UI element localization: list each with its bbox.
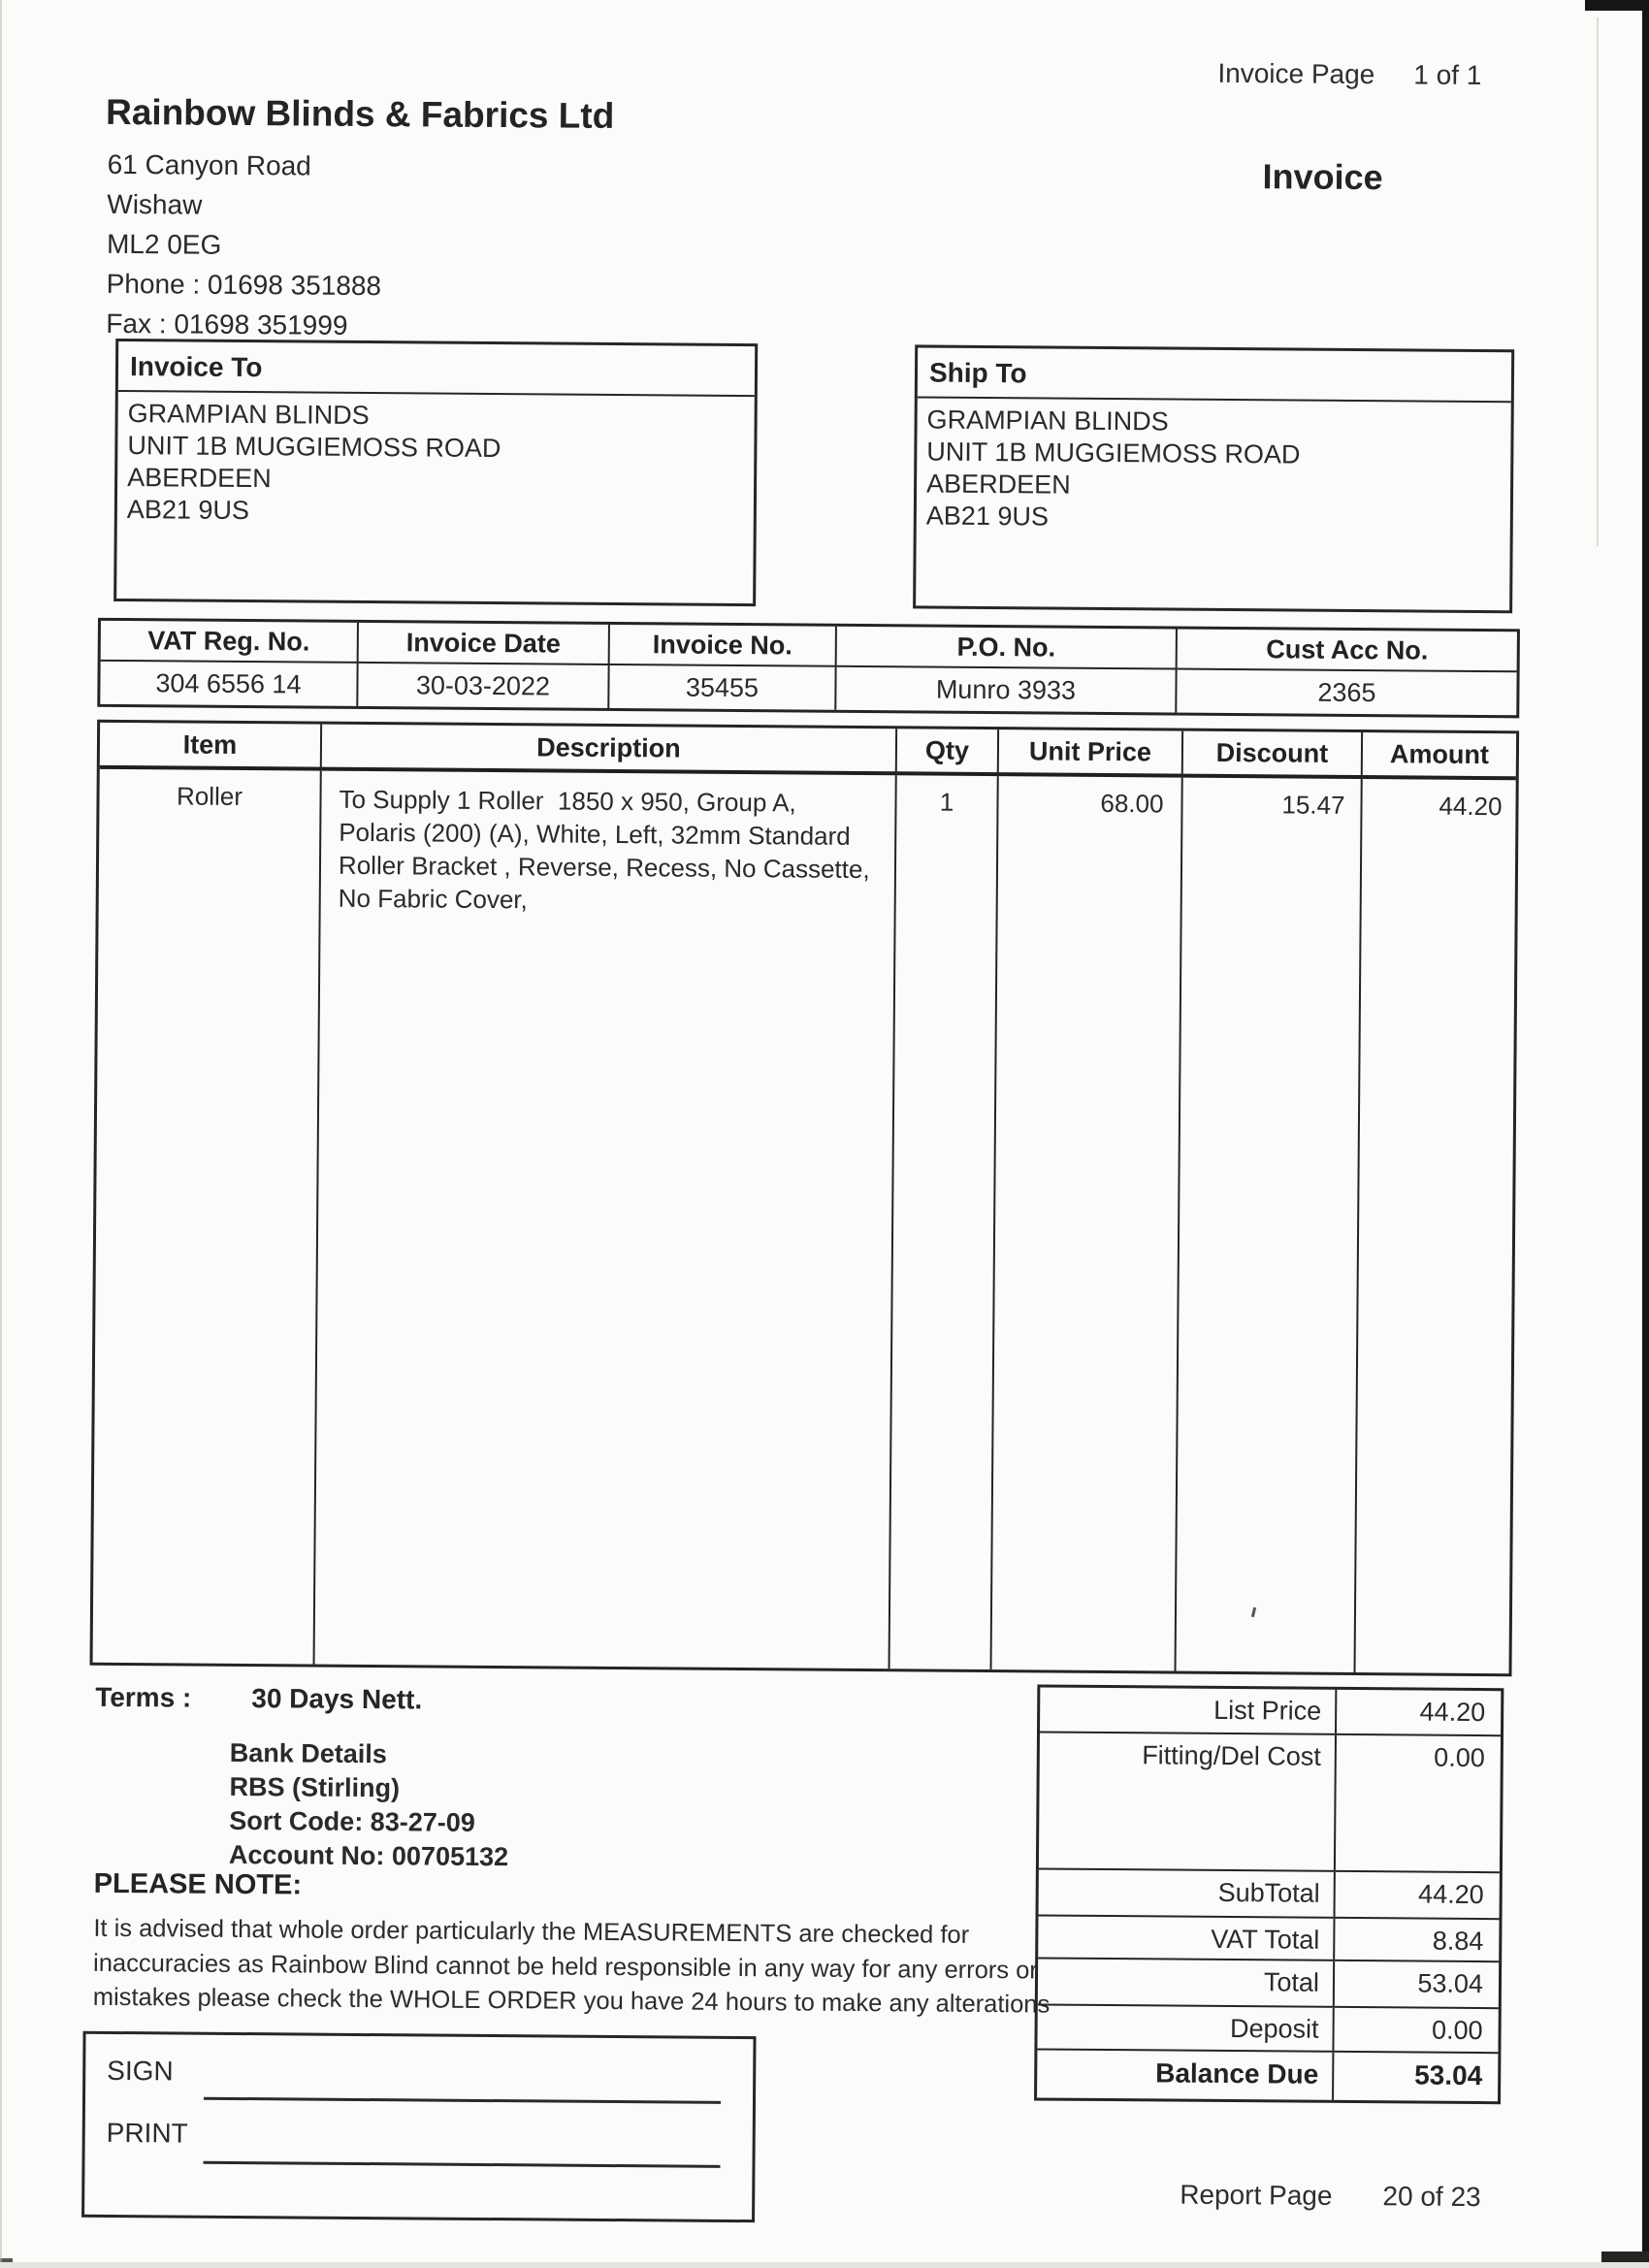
total-label: Fitting/Del Cost bbox=[1039, 1733, 1337, 1869]
total-value: 0.00 bbox=[1431, 2015, 1483, 2046]
invoice-page-label: Invoice Page bbox=[1217, 57, 1375, 90]
scan-edge-bottom bbox=[0, 2262, 1649, 2268]
line-items-table bbox=[90, 720, 1520, 1676]
meta-header-po-no: P.O. No. bbox=[837, 627, 1178, 670]
total-label: Deposit bbox=[1037, 2005, 1334, 2050]
terms-value: 30 Days Nett. bbox=[251, 1683, 423, 1715]
print-label: PRINT bbox=[106, 2117, 188, 2149]
total-row-subtotal bbox=[1039, 1869, 1500, 1920]
total-row-list-price bbox=[1040, 1687, 1501, 1736]
items-header-description: Description bbox=[322, 725, 897, 776]
item-cell-qty: 1 bbox=[890, 775, 999, 1669]
scan-speck bbox=[10, 545, 14, 557]
total-value: 44.20 bbox=[1419, 1697, 1486, 1728]
meta-header-vat-reg: VAT Reg. No. bbox=[101, 621, 359, 664]
meta-header-cust-acc-no: Cust Acc No. bbox=[1178, 630, 1517, 673]
invoice-to-box bbox=[113, 339, 758, 606]
invoice-page-value: 1 of 1 bbox=[1413, 59, 1482, 90]
item-cell-name: Roller bbox=[93, 769, 322, 1665]
company-name: Rainbow Blinds & Fabrics Ltd bbox=[105, 91, 615, 136]
sign-line bbox=[204, 2097, 721, 2104]
report-page-value: 20 of 23 bbox=[1382, 2181, 1481, 2213]
scan-edge-right bbox=[1642, 0, 1649, 2268]
sign-label: SIGN bbox=[107, 2055, 174, 2087]
total-label: Balance Due bbox=[1037, 2050, 1334, 2099]
meta-header-invoice-date: Invoice Date bbox=[359, 623, 610, 665]
items-header-item: Item bbox=[100, 723, 322, 771]
meta-value-po-no: Munro 3933 bbox=[836, 667, 1177, 713]
total-label: VAT Total bbox=[1038, 1916, 1335, 1959]
invoice-to-address: GRAMPIAN BLINDS UNIT 1B MUGGIEMOSS ROAD ABERDEEN AB21 9US bbox=[126, 399, 501, 526]
meta-value-invoice-no: 35455 bbox=[609, 665, 836, 710]
item-cell-description: To Supply 1 Roller 1850 x 950, Group A, Polaris (200) (A), White, Left, 32mm Standard Roller Bracket , Reverse, Recess, No Cassette, No Fabric Cover, bbox=[315, 771, 897, 1669]
total-value: 0.00 bbox=[1434, 1742, 1485, 1773]
item-cell-discount: 15.47 bbox=[1177, 778, 1363, 1672]
ship-to-box bbox=[913, 344, 1514, 613]
meta-value-cust-acc-no: 2365 bbox=[1317, 677, 1376, 707]
scan-edge-left bbox=[0, 0, 2, 2268]
total-row-balance-due bbox=[1037, 2050, 1498, 2101]
total-row-fitting-del-cost bbox=[1039, 1733, 1501, 1873]
item-cell-amount: 44.20 bbox=[1439, 791, 1503, 822]
items-header-unit-price: Unit Price bbox=[999, 729, 1183, 777]
invoice-page-indicator bbox=[1217, 58, 1481, 91]
please-note-title: PLEASE NOTE: bbox=[93, 1867, 303, 1901]
items-header-qty: Qty bbox=[897, 729, 999, 776]
invoice-meta-table bbox=[97, 618, 1520, 719]
company-address: 61 Canyon Road Wishaw ML2 0EG Phone : 01698 351888 Fax : 01698 351999 bbox=[106, 148, 382, 340]
meta-value-vat-reg: 304 6556 14 bbox=[100, 662, 358, 706]
total-row-vat-total bbox=[1038, 1916, 1499, 1962]
scan-fold-line bbox=[1597, 17, 1599, 546]
item-cell-unit-price: 68.00 bbox=[992, 776, 1183, 1670]
meta-header-invoice-no: Invoice No. bbox=[610, 625, 837, 667]
bank-details: Bank Details RBS (Stirling) Sort Code: 83-27-09 Account No: 00705132 bbox=[228, 1737, 509, 1872]
terms-line bbox=[95, 1682, 422, 1716]
please-note-body: It is advised that whole order particularly the MEASUREMENTS are checked for inaccuracies as Rainbow Blind cannot be held responsible in any way for any errors or mistakes please check the WHOLE ORDER you have 24 hours to make any alterations bbox=[92, 1914, 1051, 2019]
total-value: 8.84 bbox=[1432, 1926, 1484, 1957]
scan-corner-top-right bbox=[1585, 0, 1649, 11]
items-header-discount: Discount bbox=[1183, 731, 1363, 779]
terms-label: Terms : bbox=[95, 1681, 192, 1713]
total-label: Total bbox=[1038, 1959, 1335, 2005]
items-header-amount: Amount bbox=[1363, 732, 1516, 780]
signature-box bbox=[81, 2031, 756, 2222]
document-title: Invoice bbox=[1262, 156, 1383, 198]
total-value: 53.04 bbox=[1417, 1968, 1484, 1999]
ship-to-address: GRAMPIAN BLINDS UNIT 1B MUGGIEMOSS ROAD ABERDEEN AB21 9US bbox=[925, 405, 1301, 532]
total-label: SubTotal bbox=[1039, 1869, 1336, 1916]
report-page-label: Report Page bbox=[1180, 2179, 1333, 2211]
ship-to-label: Ship To bbox=[918, 347, 1511, 403]
total-value: 44.20 bbox=[1418, 1879, 1484, 1910]
totals-box bbox=[1034, 1684, 1504, 2104]
total-row-total bbox=[1038, 1959, 1499, 2009]
meta-value-invoice-date: 30-03-2022 bbox=[358, 664, 609, 708]
total-value: 53.04 bbox=[1414, 2059, 1483, 2091]
total-row-deposit bbox=[1037, 2005, 1498, 2054]
print-line bbox=[203, 2161, 720, 2168]
invoice-to-label: Invoice To bbox=[118, 341, 755, 397]
total-label: List Price bbox=[1040, 1687, 1337, 1733]
report-page-indicator bbox=[1180, 2180, 1481, 2213]
